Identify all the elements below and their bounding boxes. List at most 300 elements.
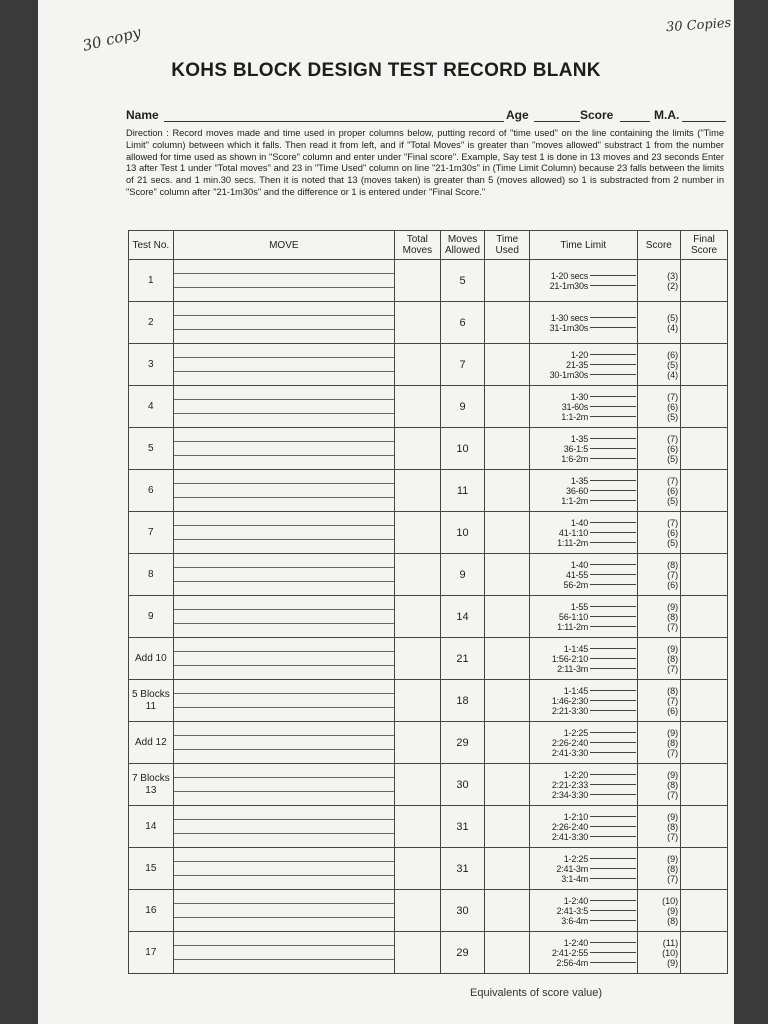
time-limit-line <box>590 858 635 859</box>
move-line <box>174 470 394 484</box>
score-value: (8) <box>667 653 679 664</box>
move-lines <box>174 806 394 847</box>
move-line <box>174 442 394 456</box>
time-limit-range: 1-40 <box>570 559 589 570</box>
final-score-cell[interactable] <box>681 764 728 806</box>
move-lines <box>174 680 394 721</box>
time-used-cell[interactable] <box>485 764 530 806</box>
table-row <box>129 932 728 974</box>
time-limit-line <box>590 354 635 355</box>
time-used-cell[interactable] <box>485 512 530 554</box>
total-moves-cell[interactable] <box>394 680 440 722</box>
time-limit-range: 1-2:10 <box>563 811 589 822</box>
time-limit-line <box>590 900 635 901</box>
score-value: (11) <box>662 937 679 948</box>
score-value: (8) <box>667 559 679 570</box>
move-line <box>174 834 394 847</box>
time-limit-line <box>590 374 635 375</box>
time-used-cell[interactable] <box>485 932 530 974</box>
score-values-cell <box>637 764 681 806</box>
score-value: (5) <box>667 359 679 370</box>
time-limit-range: 1-2:40 <box>563 937 589 948</box>
time-limit-line <box>590 942 635 943</box>
time-limit-range: 41-1:10 <box>558 527 589 538</box>
time-limit-cell <box>530 764 637 806</box>
final-score-cell[interactable] <box>681 470 728 512</box>
time-limit-range: 1:6-2m <box>561 453 589 464</box>
move-entry-cell[interactable] <box>173 470 394 512</box>
time-limit-range: 1:46-2:30 <box>551 695 589 706</box>
name-field[interactable] <box>164 121 504 122</box>
time-used-cell[interactable] <box>485 722 530 764</box>
move-entry-cell[interactable] <box>173 302 394 344</box>
score-value: (5) <box>667 312 679 323</box>
time-limit-line <box>590 868 635 869</box>
time-limit-line <box>590 816 635 817</box>
table-row <box>129 470 728 512</box>
moves-allowed-cell: 14 <box>440 596 485 638</box>
time-used-cell[interactable] <box>485 386 530 428</box>
time-limit-line <box>590 910 635 911</box>
move-entry-cell[interactable] <box>173 512 394 554</box>
time-limit-cell <box>530 638 637 680</box>
move-entry-cell[interactable] <box>173 428 394 470</box>
score-value: (7) <box>667 621 679 632</box>
move-line <box>174 638 394 652</box>
score-value: (9) <box>667 905 679 916</box>
test-number-cell: 17 <box>129 932 174 974</box>
test-number-cell: 5 Blocks 11 <box>129 680 174 722</box>
test-number-cell: 9 <box>129 596 174 638</box>
move-entry-cell[interactable] <box>173 554 394 596</box>
time-used-cell[interactable] <box>485 806 530 848</box>
score-value: (6) <box>667 349 679 360</box>
time-limit-range: 1:11-2m <box>557 537 589 548</box>
time-limit-range: 1-1:45 <box>563 685 589 696</box>
moves-allowed-cell: 30 <box>440 890 485 932</box>
time-limit-cell <box>530 260 637 302</box>
total-moves-cell[interactable] <box>394 932 440 974</box>
final-score-cell[interactable] <box>681 344 728 386</box>
move-line <box>174 820 394 834</box>
header-score: Score <box>637 231 681 260</box>
move-line <box>174 932 394 946</box>
move-line <box>174 708 394 721</box>
time-limit-line <box>590 690 635 691</box>
time-used-cell[interactable] <box>485 260 530 302</box>
time-limit-range: 36-60 <box>566 485 589 496</box>
time-limit-range: 2:41-3m <box>556 863 589 874</box>
move-entry-cell[interactable] <box>173 680 394 722</box>
move-line <box>174 414 394 427</box>
score-value: (8) <box>667 915 679 926</box>
time-limit-range: 2:21-2:33 <box>551 779 589 790</box>
move-lines <box>174 344 394 385</box>
time-limit-line <box>590 500 635 501</box>
score-value: (7) <box>667 517 679 528</box>
table-row <box>129 806 728 848</box>
final-score-cell[interactable] <box>681 260 728 302</box>
move-line <box>174 876 394 889</box>
handwritten-note-right: 30 Copies <box>665 15 732 36</box>
move-entry-cell[interactable] <box>173 848 394 890</box>
total-moves-cell[interactable] <box>394 344 440 386</box>
total-moves-cell[interactable] <box>394 890 440 932</box>
test-number-cell: 16 <box>129 890 174 932</box>
score-value: (5) <box>667 495 679 506</box>
time-limit-line <box>590 952 635 953</box>
time-limit-line <box>590 317 635 318</box>
move-entry-cell[interactable] <box>173 638 394 680</box>
score-value: (9) <box>667 957 679 968</box>
score-value: (7) <box>667 475 679 486</box>
time-used-cell[interactable] <box>485 848 530 890</box>
moves-allowed-cell: 31 <box>440 848 485 890</box>
move-entry-cell[interactable] <box>173 596 394 638</box>
ma-label: M.A. <box>654 108 680 122</box>
total-moves-cell[interactable] <box>394 470 440 512</box>
score-values-cell <box>637 386 681 428</box>
move-line <box>174 554 394 568</box>
score-value: (9) <box>667 601 679 612</box>
time-limit-line <box>590 962 635 963</box>
time-limit-line <box>590 836 635 837</box>
move-lines <box>174 428 394 469</box>
score-values-cell <box>637 890 681 932</box>
score-value: (6) <box>667 443 679 454</box>
table-row <box>129 596 728 638</box>
time-limit-range: 2:21-3:30 <box>551 705 589 716</box>
time-limit-range: 2:26-2:40 <box>551 737 589 748</box>
time-used-cell[interactable] <box>485 638 530 680</box>
score-value: (7) <box>667 695 679 706</box>
move-lines <box>174 302 394 343</box>
table-row <box>129 344 728 386</box>
move-line <box>174 666 394 679</box>
time-limit-line <box>590 275 635 276</box>
table-row <box>129 680 728 722</box>
move-lines <box>174 596 394 637</box>
move-entry-cell[interactable] <box>173 932 394 974</box>
move-line <box>174 806 394 820</box>
move-lines <box>174 890 394 931</box>
score-value: (7) <box>667 663 679 674</box>
time-limit-line <box>590 490 635 491</box>
moves-allowed-cell: 10 <box>440 428 485 470</box>
time-limit-range: 3:6-4m <box>561 915 589 926</box>
time-limit-range: 21-35 <box>566 359 589 370</box>
test-number-cell: 3 <box>129 344 174 386</box>
moves-allowed-cell: 21 <box>440 638 485 680</box>
score-value: (5) <box>667 411 679 422</box>
move-line <box>174 316 394 330</box>
score-value: (9) <box>667 853 679 864</box>
record-table <box>128 230 728 974</box>
time-limit-cell <box>530 344 637 386</box>
score-value: (9) <box>667 643 679 654</box>
time-limit-line <box>590 327 635 328</box>
time-used-cell[interactable] <box>485 554 530 596</box>
total-moves-cell[interactable] <box>394 554 440 596</box>
final-score-cell[interactable] <box>681 302 728 344</box>
time-used-cell[interactable] <box>485 470 530 512</box>
age-label: Age <box>506 108 529 122</box>
test-number-cell: 15 <box>129 848 174 890</box>
move-line <box>174 890 394 904</box>
table-row <box>129 428 728 470</box>
move-line <box>174 386 394 400</box>
move-lines <box>174 848 394 889</box>
table-row <box>129 722 728 764</box>
header-move: MOVE <box>173 231 394 260</box>
time-used-cell[interactable] <box>485 596 530 638</box>
final-score-cell[interactable] <box>681 512 728 554</box>
score-value: (2) <box>667 280 679 291</box>
moves-allowed-cell: 31 <box>440 806 485 848</box>
move-lines <box>174 932 394 973</box>
time-limit-range: 56-2m <box>563 579 589 590</box>
time-limit-line <box>590 752 635 753</box>
move-line <box>174 918 394 931</box>
time-limit-line <box>590 648 635 649</box>
test-number-cell: 5 <box>129 428 174 470</box>
move-entry-cell[interactable] <box>173 806 394 848</box>
time-limit-range: 1-2:20 <box>563 769 589 780</box>
header-time-used: Time Used <box>485 231 530 260</box>
score-values-cell <box>637 554 681 596</box>
time-limit-range: 1-35 <box>570 475 589 486</box>
total-moves-cell[interactable] <box>394 764 440 806</box>
time-limit-range: 1-35 <box>570 433 589 444</box>
time-limit-range: 1-20 <box>570 349 589 360</box>
move-line <box>174 484 394 498</box>
time-limit-range: 2:26-2:40 <box>551 821 589 832</box>
test-number-cell: 7 Blocks 13 <box>129 764 174 806</box>
score-field[interactable] <box>620 121 650 122</box>
score-values-cell <box>637 596 681 638</box>
final-score-cell[interactable] <box>681 554 728 596</box>
score-value: (8) <box>667 685 679 696</box>
move-line <box>174 610 394 624</box>
move-line <box>174 736 394 750</box>
move-line <box>174 596 394 610</box>
moves-allowed-cell: 9 <box>440 386 485 428</box>
total-moves-cell[interactable] <box>394 596 440 638</box>
time-used-cell[interactable] <box>485 890 530 932</box>
time-limit-line <box>590 826 635 827</box>
move-line <box>174 694 394 708</box>
final-score-cell[interactable] <box>681 386 728 428</box>
test-number-cell: 1 <box>129 260 174 302</box>
move-line <box>174 862 394 876</box>
total-moves-cell[interactable] <box>394 848 440 890</box>
score-value: (4) <box>667 369 679 380</box>
moves-allowed-cell: 18 <box>440 680 485 722</box>
score-value: (10) <box>662 947 679 958</box>
final-score-cell[interactable] <box>681 890 728 932</box>
time-limit-range: 2:11-3m <box>557 663 589 674</box>
time-limit-range: 31-60s <box>561 401 589 412</box>
time-limit-cell <box>530 806 637 848</box>
moves-allowed-cell: 30 <box>440 764 485 806</box>
final-score-cell[interactable] <box>681 932 728 974</box>
time-limit-cell <box>530 680 637 722</box>
score-value: (9) <box>667 727 679 738</box>
total-moves-cell[interactable] <box>394 722 440 764</box>
time-limit-range: 31-1m30s <box>549 322 589 333</box>
score-value: (7) <box>667 433 679 444</box>
final-score-cell[interactable] <box>681 806 728 848</box>
total-moves-cell[interactable] <box>394 302 440 344</box>
ma-field[interactable] <box>682 121 726 122</box>
score-values-cell <box>637 428 681 470</box>
time-limit-range: 1:11-2m <box>557 621 589 632</box>
score-value: (3) <box>667 270 679 281</box>
time-used-cell[interactable] <box>485 680 530 722</box>
time-limit-cell <box>530 428 637 470</box>
time-limit-line <box>590 542 635 543</box>
score-value: (7) <box>667 747 679 758</box>
final-score-cell[interactable] <box>681 848 728 890</box>
moves-allowed-cell: 6 <box>440 302 485 344</box>
score-value: (5) <box>667 537 679 548</box>
move-line <box>174 904 394 918</box>
time-used-cell[interactable] <box>485 428 530 470</box>
move-entry-cell[interactable] <box>173 344 394 386</box>
table-row <box>129 512 728 554</box>
time-limit-range: 1-30 <box>570 391 589 402</box>
time-limit-line <box>590 878 635 879</box>
score-value: (10) <box>662 895 679 906</box>
time-limit-line <box>590 285 635 286</box>
move-line <box>174 358 394 372</box>
score-values-cell <box>637 260 681 302</box>
moves-allowed-cell: 29 <box>440 932 485 974</box>
time-limit-line <box>590 732 635 733</box>
time-used-cell[interactable] <box>485 302 530 344</box>
move-line <box>174 582 394 595</box>
time-limit-range: 1:1-2m <box>561 411 589 422</box>
test-number-cell: Add 10 <box>129 638 174 680</box>
score-value: (7) <box>667 831 679 842</box>
time-limit-cell <box>530 302 637 344</box>
time-limit-line <box>590 438 635 439</box>
final-score-cell[interactable] <box>681 680 728 722</box>
move-entry-cell[interactable] <box>173 386 394 428</box>
time-limit-line <box>590 742 635 743</box>
time-limit-range: 1-2:40 <box>563 895 589 906</box>
move-entry-cell[interactable] <box>173 764 394 806</box>
time-limit-cell <box>530 470 637 512</box>
header-fields <box>126 104 726 124</box>
move-line <box>174 792 394 805</box>
header-test-no: Test No. <box>129 231 174 260</box>
score-value: (8) <box>667 779 679 790</box>
moves-allowed-cell: 10 <box>440 512 485 554</box>
move-line <box>174 778 394 792</box>
time-limit-range: 41-55 <box>566 569 589 580</box>
score-values-cell <box>637 932 681 974</box>
total-moves-cell[interactable] <box>394 638 440 680</box>
time-limit-range: 2:34-3:30 <box>551 789 589 800</box>
move-line <box>174 946 394 960</box>
final-score-cell[interactable] <box>681 638 728 680</box>
moves-allowed-cell: 7 <box>440 344 485 386</box>
time-limit-range: 1-1:45 <box>563 643 589 654</box>
time-limit-range: 2:41-2:55 <box>551 947 589 958</box>
test-number-cell: 4 <box>129 386 174 428</box>
score-value: (6) <box>667 401 679 412</box>
final-score-cell[interactable] <box>681 722 728 764</box>
table-row <box>129 890 728 932</box>
time-limit-range: 1-55 <box>570 601 589 612</box>
time-limit-line <box>590 458 635 459</box>
total-moves-cell[interactable] <box>394 806 440 848</box>
move-line <box>174 750 394 763</box>
time-limit-range: 2:56-4m <box>556 957 589 968</box>
time-limit-range: 2:41-3:30 <box>551 747 589 758</box>
total-moves-cell[interactable] <box>394 512 440 554</box>
total-moves-cell[interactable] <box>394 386 440 428</box>
move-line <box>174 498 394 511</box>
time-limit-range: 3:1-4m <box>561 873 589 884</box>
move-lines <box>174 722 394 763</box>
score-value: (6) <box>667 485 679 496</box>
time-limit-range: 2:41-3:5 <box>556 905 589 916</box>
time-used-cell[interactable] <box>485 344 530 386</box>
time-limit-line <box>590 616 635 617</box>
moves-allowed-cell: 29 <box>440 722 485 764</box>
table-body <box>129 260 728 974</box>
final-score-cell[interactable] <box>681 596 728 638</box>
final-score-cell[interactable] <box>681 428 728 470</box>
footnote: Equivalents of score value) <box>470 987 603 999</box>
move-line <box>174 512 394 526</box>
time-limit-line <box>590 406 635 407</box>
score-value: (9) <box>667 811 679 822</box>
move-entry-cell[interactable] <box>173 890 394 932</box>
move-line <box>174 400 394 414</box>
directions-text: Direction : Record moves made and time used in proper columns below, putting record of "time used" on the line containing the limits ("Time Limit" column) between which it falls. Then read it from left, and if "Total Moves" is greater than "moves allowed" substract 1 from the number allowed for time used as shown in "Score" column and enter under "Final score". Example, Say test 1 is done in 13 moves and 23 seconds Enter 13 after Test 1 under "Total moves" and 23 in "Time Used" column on line "21-1m30s" in (Time Limit Column) because 23 falls between the limits of 21 secs. and 1 min.30 secs. Then it is noted that 13 (moves taken) is greater than 5 (moves allowed) so 1 is substracted from 2 number in "Score" column after "21-1m30s" and the difference or 1 is entered under "Final Score." <box>126 128 724 197</box>
total-moves-cell[interactable] <box>394 260 440 302</box>
time-limit-cell <box>530 890 637 932</box>
score-value: (7) <box>667 789 679 800</box>
move-entry-cell[interactable] <box>173 722 394 764</box>
time-limit-line <box>590 784 635 785</box>
header-final-score: Final Score <box>681 231 728 260</box>
score-values-cell <box>637 344 681 386</box>
move-lines <box>174 638 394 679</box>
time-limit-line <box>590 774 635 775</box>
score-value: (9) <box>667 769 679 780</box>
move-line <box>174 344 394 358</box>
test-number-cell: 6 <box>129 470 174 512</box>
score-value: (6) <box>667 579 679 590</box>
score-value: (7) <box>667 569 679 580</box>
age-field[interactable] <box>534 121 580 122</box>
time-limit-cell <box>530 932 637 974</box>
total-moves-cell[interactable] <box>394 428 440 470</box>
name-label: Name <box>126 108 159 122</box>
move-entry-cell[interactable] <box>173 260 394 302</box>
time-limit-line <box>590 700 635 701</box>
move-line <box>174 372 394 385</box>
score-value: (6) <box>667 705 679 716</box>
time-limit-cell <box>530 722 637 764</box>
moves-allowed-cell: 9 <box>440 554 485 596</box>
time-limit-range: 1:1-2m <box>561 495 589 506</box>
score-value: (7) <box>667 873 679 884</box>
